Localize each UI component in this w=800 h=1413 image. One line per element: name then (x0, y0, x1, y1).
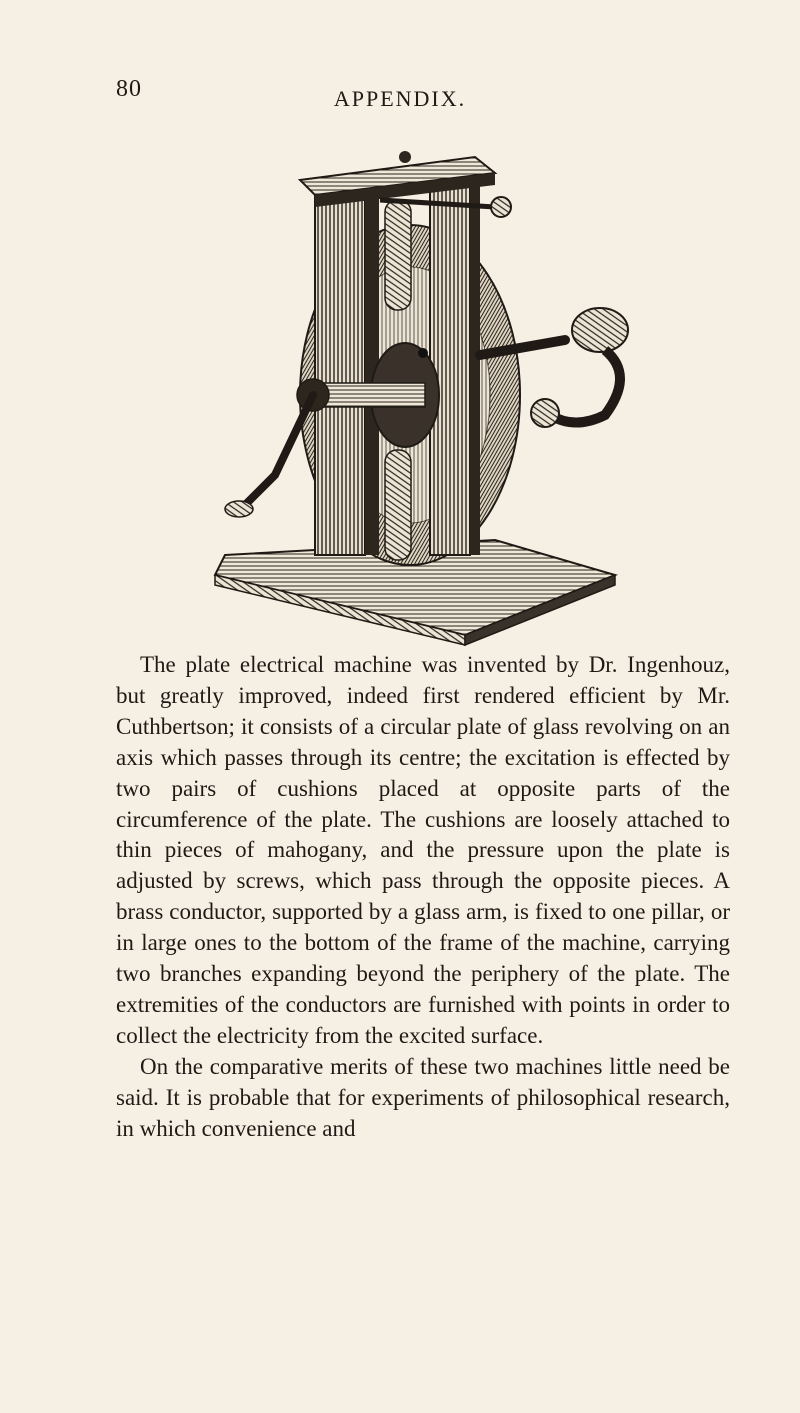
page-number: 80 (116, 76, 142, 102)
body-text (116, 650, 730, 1145)
upper-cushion (385, 200, 411, 310)
paragraph-comparison: On the comparative merits of these two machines little need be said. It is probable that for experiments of philosophical research, in which convenience and (116, 1053, 730, 1141)
right-pillar (430, 185, 480, 555)
lower-cushion (385, 450, 411, 560)
electrical-machine-illustration (205, 145, 635, 655)
left-pillar (315, 185, 379, 555)
paragraph-machine-description: The plate electrical machine was invented by Dr. Ingenhouz, but greatly improved, indeed first rendered efficient by Mr. Cuthbertson; it consists of a circular plate of glass revolving on an axis which passes through its centre; the excitation is effected by two pairs of cushions placed at opposite parts of the circumference of the plate. The cushions are loosely attached to thin pieces of mahogany, and the pressure upon the plate is adjusted by screws, which pass through the opposite pieces. A brass conductor, supported by a glass arm, is fixed to one pillar, or in large ones to the bottom of the frame of the machine, carrying two branches expanding beyond the periphery of the plate. The extremities of the conductors are furnished with points in order to collect the electricity from the excited surface. (116, 652, 730, 1048)
running-head: APPENDIX. (333, 86, 467, 111)
